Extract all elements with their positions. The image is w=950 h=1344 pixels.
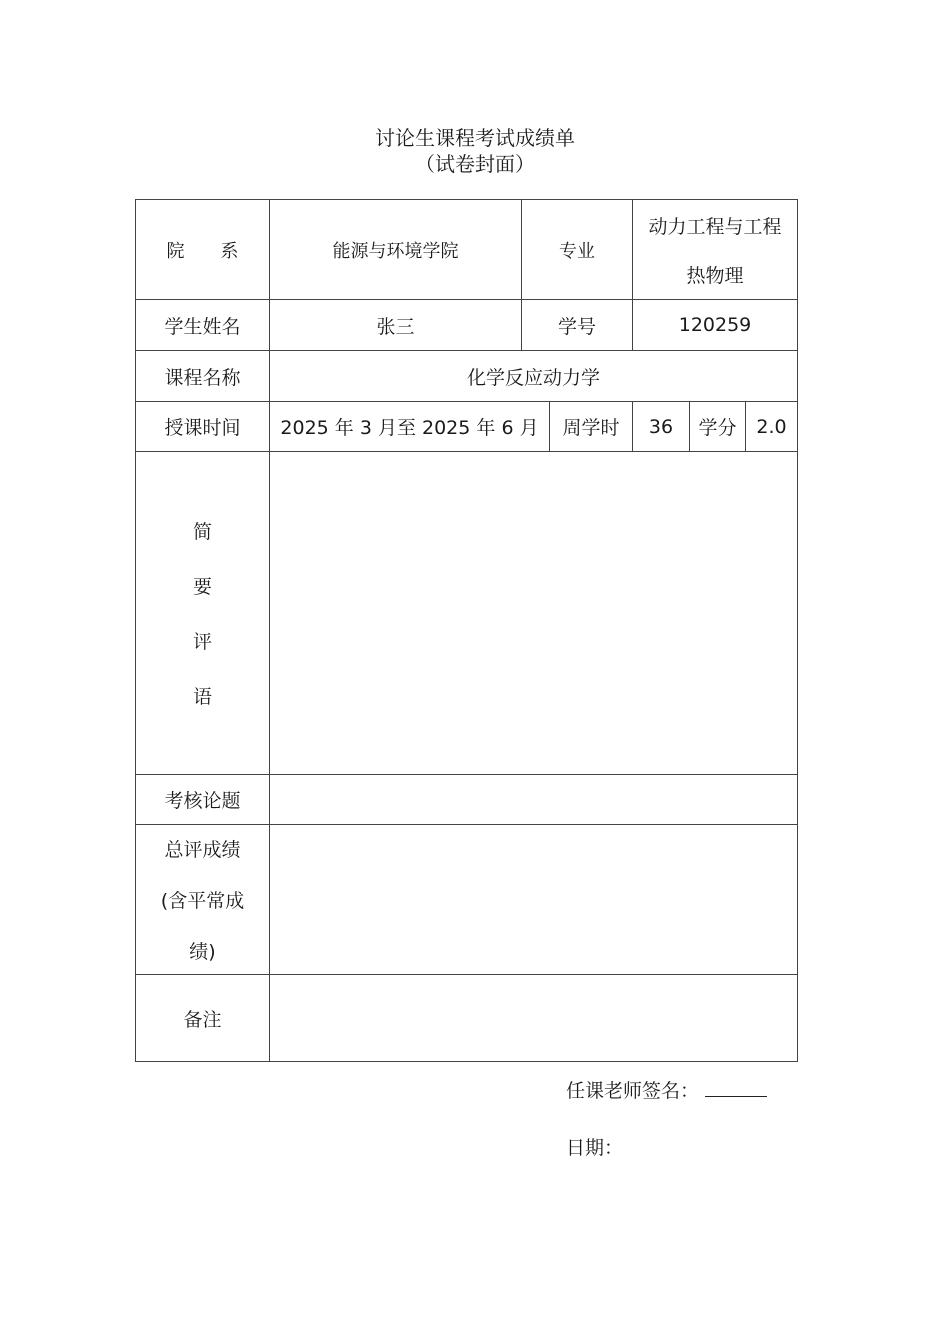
department-value: 能源与环境学院 (332, 240, 459, 262)
major-value (633, 200, 797, 299)
major-value-line2: 热物理 (686, 264, 744, 287)
overall-grade-label (136, 825, 269, 974)
credit-label: 学分 (698, 417, 737, 439)
comments-label-char: 简 (192, 521, 212, 543)
remarks-label: 备注 (183, 1008, 222, 1031)
comments-label (136, 452, 269, 774)
exam-topic-label: 考核论题 (164, 790, 241, 812)
document-title: 讨论生课程考试成绩单 (375, 126, 575, 150)
remarks-field[interactable] (270, 975, 797, 1061)
student-name-value: 张三 (376, 315, 415, 338)
course-name-value: 化学反应动力学 (466, 366, 600, 389)
student-name-label: 学生姓名 (164, 315, 241, 338)
comments-label-char: 评 (192, 631, 212, 653)
exam-topic-field[interactable] (270, 775, 797, 824)
comments-label-char: 语 (192, 686, 212, 708)
comments-field[interactable] (270, 452, 797, 774)
comments-label-char: 要 (192, 576, 212, 598)
document-subtitle: （试卷封面） (415, 152, 535, 176)
student-id-value: 120259 (678, 314, 752, 336)
overall-grade-field[interactable] (270, 825, 797, 974)
course-name-label: 课程名称 (164, 366, 241, 389)
department-label: 院 系 (166, 240, 239, 262)
major-value-line1: 动力工程与工程 (648, 215, 782, 238)
credit-value: 2.0 (756, 415, 787, 438)
teaching-time-label: 授课时间 (164, 417, 241, 439)
signature-line[interactable] (705, 1078, 767, 1097)
teacher-signature-label: 任课老师签名： (566, 1080, 700, 1102)
student-id-label: 学号 (557, 315, 596, 338)
overall-grade-label-line1: 总评成绩 (164, 839, 241, 861)
teaching-time-value: 2025 年 3 月至 2025 年 6 月 (280, 417, 539, 439)
weekly-hours-label: 周学时 (562, 417, 620, 439)
weekly-hours-value: 36 (648, 415, 674, 438)
teacher-signature (566, 1076, 767, 1103)
major-label: 专业 (559, 240, 595, 262)
overall-grade-label-line3: 绩) (189, 941, 216, 963)
overall-grade-label-line2: (含平常成 (160, 890, 245, 912)
date-row (566, 1133, 623, 1160)
date-label: 日期： (566, 1137, 624, 1159)
